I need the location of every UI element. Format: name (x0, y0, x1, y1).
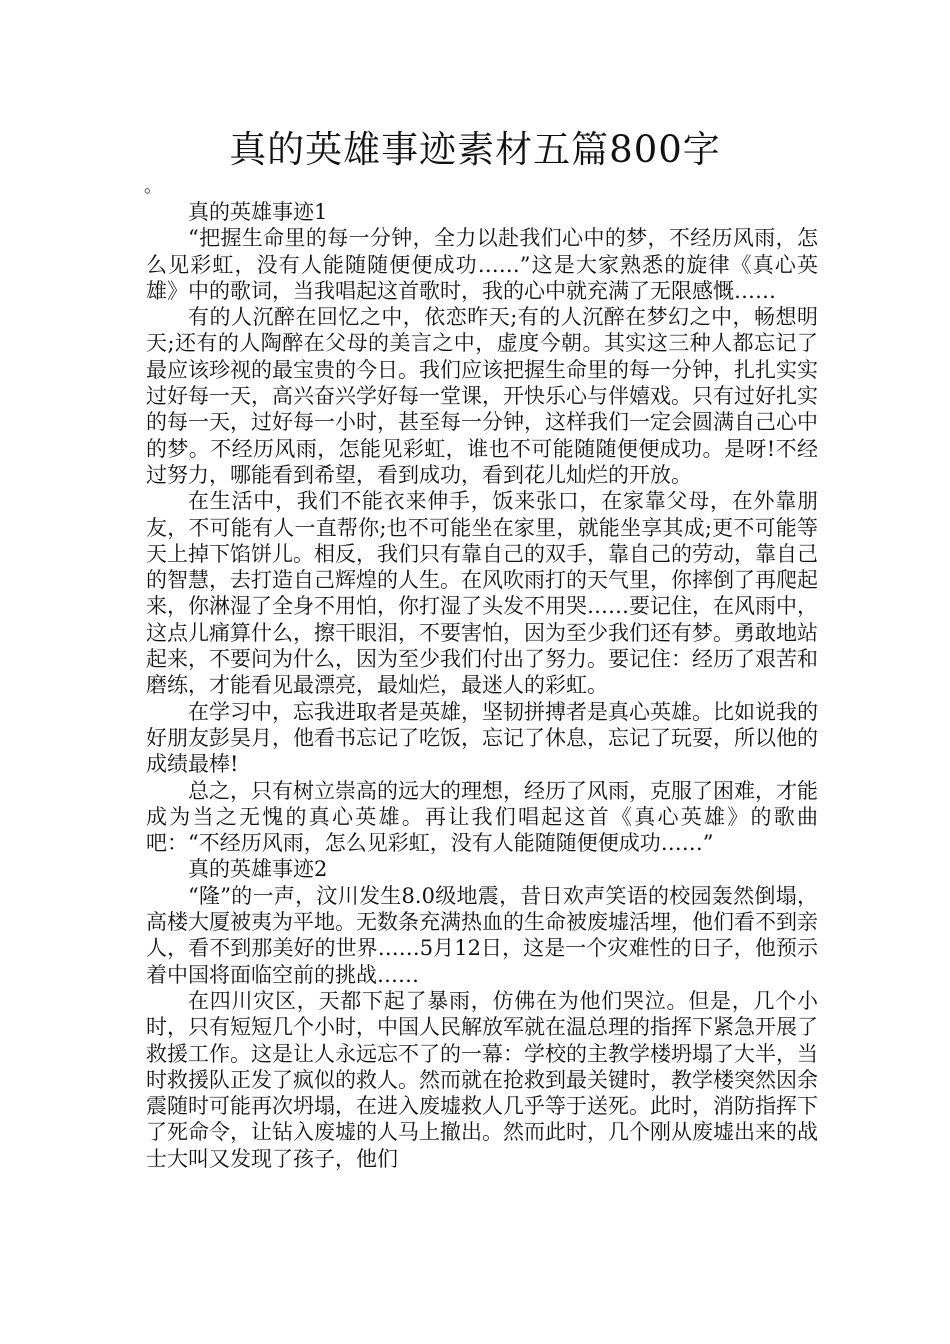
paragraph: 在学习中，忘我进取者是英雄，坚韧拼搏者是真心英雄。比如说我的好朋友彭昊月，他看书忘记了吃饭，忘记了休息，忘记了玩耍，所以他的成绩最棒! (146, 699, 818, 777)
paragraph: “把握生命里的每一分钟，全力以赴我们心中的梦，不经历风雨，怎么见彩虹，没有人能随随便便成功……”这是大家熟悉的旋律《真心英雄》中的歌词，当我唱起这首歌时，我的心中就充满了无限感慨…… (146, 226, 818, 303)
paragraph: 总之，只有树立崇高的远大的理想，经历了风雨，克服了困难，才能成为当之无愧的真心英雄。再让我们唱起这首《真心英雄》的歌曲吧：“不经历风雨，怎么见彩虹，没有人能随随便便成功……” (146, 778, 818, 856)
paragraph: 有的人沉醉在回忆之中，依恋昨天;有的人沉醉在梦幻之中，畅想明天;还有的人陶醉在父母的美言之中，虚度今朝。其实这三种人都忘记了最应该珍视的最宝贵的今日。我们应该把握生命里的每一分钟，扎扎实实过好每一天，高兴奋兴学好每一堂课，开快乐心与伴嬉戏。只有过好扎实的每一天，过好每一小时，甚至每一分钟，这样我们一定会圆满自己心中的梦。不经历风雨，怎能见彩虹，谁也不可能随随便便成功。是呀!不经过努力，哪能看到希望，看到成功，看到花儿灿烂的开放。 (146, 305, 818, 487)
document-body (146, 199, 818, 1172)
section-heading-2: 真的英雄事迹2 (188, 857, 328, 882)
paragraph: “隆”的一声，汶川发生8.0级地震，昔日欢声笑语的校园轰然倒塌，高楼大厦被夷为平地。无数条充满热血的生命被废墟活埋，他们看不到亲人，看不到那美好的世界……5月12日，这是一个灾难性的日子，他预示着中国将面临空前的挑战…… (146, 883, 818, 987)
paragraph: 在四川灾区，天都下起了暴雨，仿佛在为他们哭泣。但是，几个小时，只有短短几个小时，中国人民解放军就在温总理的指挥下紧急开展了救援工作。这是让人永远忘不了的一幕：学校的主教学楼坍塌了大半，当时救援队正发了疯似的救人。然而就在抢救到最关键时，教学楼突然因余震随时可能再次坍塌，在进入废墟救人几乎等于送死。此时，消防指挥下了死命令，让钻入废墟的人马上撤出。然而此时，几个刚从废墟出来的战士大叫又发现了孩子，他们 (146, 988, 818, 1171)
paragraph: 在生活中，我们不能衣来伸手，饭来张口，在家靠父母，在外靠朋友，不可能有人一直帮你;也不可能坐在家里，就能坐享其成;更不可能等天上掉下馅饼儿。相反，我们只有靠自己的双手，靠自己的劳动，靠自己的智慧，去打造自己辉煌的人生。在风吹雨打的天气里，你摔倒了再爬起来，你淋湿了全身不用怕，你打湿了头发不用哭……要记住，在风雨中，这点儿痛算什么，擦干眼泪，不要害怕，因为至少我们还有梦。勇敢地站起来，不要问为什么，因为至少我们付出了努力。要记住：经历了艰苦和磨练，才能看见最漂亮，最灿烂，最迷人的彩虹。 (146, 489, 818, 698)
stray-period-mark: 。 (144, 176, 162, 197)
section-heading-1: 真的英雄事迹1 (188, 200, 328, 224)
document-title: 真的英雄事迹素材五篇800字 (229, 128, 721, 171)
